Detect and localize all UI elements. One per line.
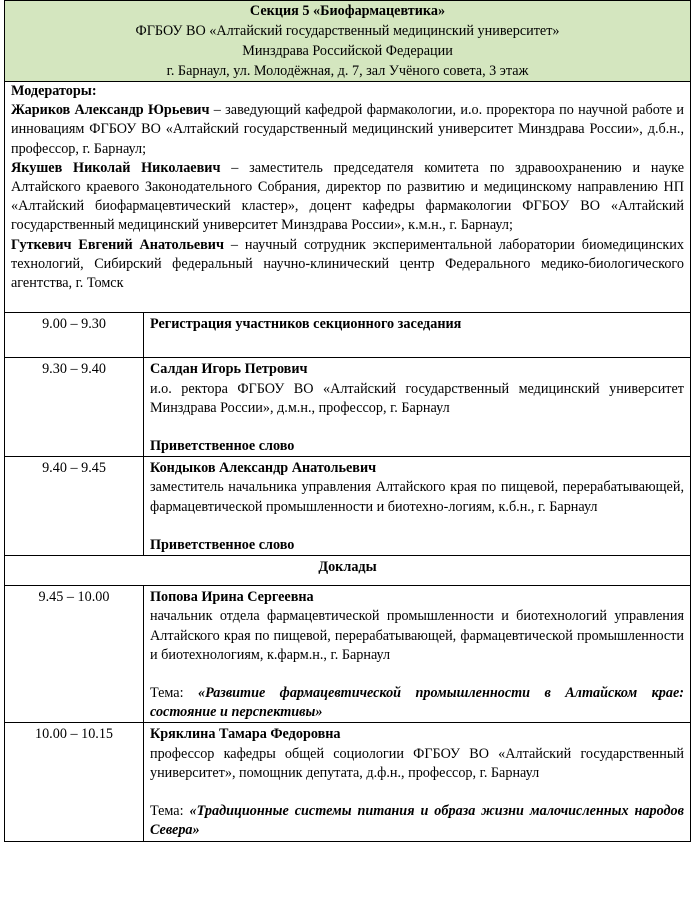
speaker-desc: заместитель начальника управления Алтайского края по пищевой, перерабатывающей, фармацевтической промышленности и биотехно-логиям, к.б.н., г. Барнаул bbox=[150, 479, 684, 515]
reports-heading: Доклады bbox=[5, 556, 691, 586]
moderator-desc: – заведующий кафедрой фармакологии, и.о. проректора по научной работе и инновациям ФГБОУ ВО «Алтайский государственный медицинский университет Минздрава России», д.б.н., профессор, г. Барнаул; bbox=[11, 102, 684, 157]
speaker-desc: профессор кафедры общей социологии ФГБОУ ВО «Алтайский государственный университет», помощник депутата, д.ф.н., профессор, г. Барнаул bbox=[150, 745, 684, 781]
moderators-row bbox=[5, 82, 691, 313]
registration-title: Регистрация участников секционного заседания bbox=[144, 313, 691, 358]
moderator-desc: – заместитель председателя комитета по здравоохранению и науке Алтайского краевого Законодательного Собрания, директор по развитию и медицинскому направлению НП «Алтайский биофармацевтический кластер», доцент кафедры фармакологии ФГБОУ ВО «Алтайский государственный медицинский университет Минздрава России», к.м.н., г. Барнаул; bbox=[11, 159, 684, 234]
program-table bbox=[4, 0, 691, 842]
speaker-name: Кряклина Тамара Федоровна bbox=[150, 726, 341, 743]
moderator-name: Якушев Николай Николаевич bbox=[11, 159, 221, 176]
schedule-row-report bbox=[5, 586, 691, 723]
topic-title: «Традиционные системы питания и образа жизни малочисленных народов Севера» bbox=[150, 803, 684, 839]
reports-heading-row bbox=[5, 556, 691, 586]
speaker-desc: начальник отдела фармацевтической промышленности и биотехнологий управления Алтайского края по пищевой, перерабатывающей, фармацевтической промышленности и биотехнологиям, к.фарм.н., г. Барнаул bbox=[150, 608, 684, 663]
talk-topic bbox=[150, 802, 684, 840]
schedule-row-report bbox=[5, 723, 691, 841]
time-slot: 10.00 – 10.15 bbox=[5, 723, 144, 841]
speaker-desc: и.о. ректора ФГБОУ ВО «Алтайский государственный медицинский университет Минздрава России», д.м.н., профессор, г. Барнаул bbox=[150, 380, 684, 416]
speaker-cell bbox=[144, 358, 691, 457]
moderators-heading: Модераторы: bbox=[11, 83, 97, 99]
topic-title: «Развитие фармацевтической промышленности в Алтайском крае: состояние и перспективы» bbox=[150, 685, 685, 721]
moderator-item bbox=[11, 101, 684, 159]
moderators-block bbox=[5, 82, 691, 313]
section-header-row bbox=[5, 1, 691, 82]
schedule-row-welcome bbox=[5, 358, 691, 457]
moderator-item bbox=[11, 236, 684, 294]
speaker-name: Салдан Игорь Петрович bbox=[150, 361, 308, 378]
topic-label: Тема: bbox=[150, 803, 190, 820]
talk-note: Приветственное слово bbox=[150, 438, 295, 455]
moderator-name: Жариков Александр Юрьевич bbox=[11, 102, 210, 119]
speaker-name: Кондыков Александр Анатольевич bbox=[150, 460, 377, 477]
time-slot: 9.45 – 10.00 bbox=[5, 586, 144, 723]
section-title: Секция 5 «Биофармацевтика» bbox=[249, 3, 446, 19]
talk-topic bbox=[150, 684, 684, 722]
talk-note: Приветственное слово bbox=[150, 536, 295, 553]
moderator-item bbox=[11, 159, 684, 236]
time-slot: 9.00 – 9.30 bbox=[5, 313, 144, 358]
ministry-line: Минздрава Российской Федерации bbox=[242, 43, 453, 59]
time-slot: 9.30 – 9.40 bbox=[5, 358, 144, 457]
organization-line: ФГБОУ ВО «Алтайский государственный медицинский университет» bbox=[135, 23, 560, 39]
speaker-name: Попова Ирина Сергеевна bbox=[150, 589, 314, 606]
speaker-cell bbox=[144, 723, 691, 841]
moderator-desc: – научный сотрудник экспериментальной лаборатории биомедицинских технологий, Сибирский федеральный научно-клинический центр Федерального медико-биологического агентства, г. Томск bbox=[11, 236, 684, 292]
address-line: г. Барнаул, ул. Молодёжная, д. 7, зал Учёного совета, 3 этаж bbox=[166, 63, 529, 79]
moderator-name: Гуткевич Евгений Анатольевич bbox=[11, 236, 224, 253]
time-slot: 9.40 – 9.45 bbox=[5, 457, 144, 556]
topic-label: Тема: bbox=[150, 685, 198, 702]
speaker-cell bbox=[144, 457, 691, 556]
speaker-cell bbox=[144, 586, 691, 723]
schedule-row-registration bbox=[5, 313, 691, 358]
schedule-row-welcome bbox=[5, 457, 691, 556]
section-header bbox=[5, 1, 691, 82]
